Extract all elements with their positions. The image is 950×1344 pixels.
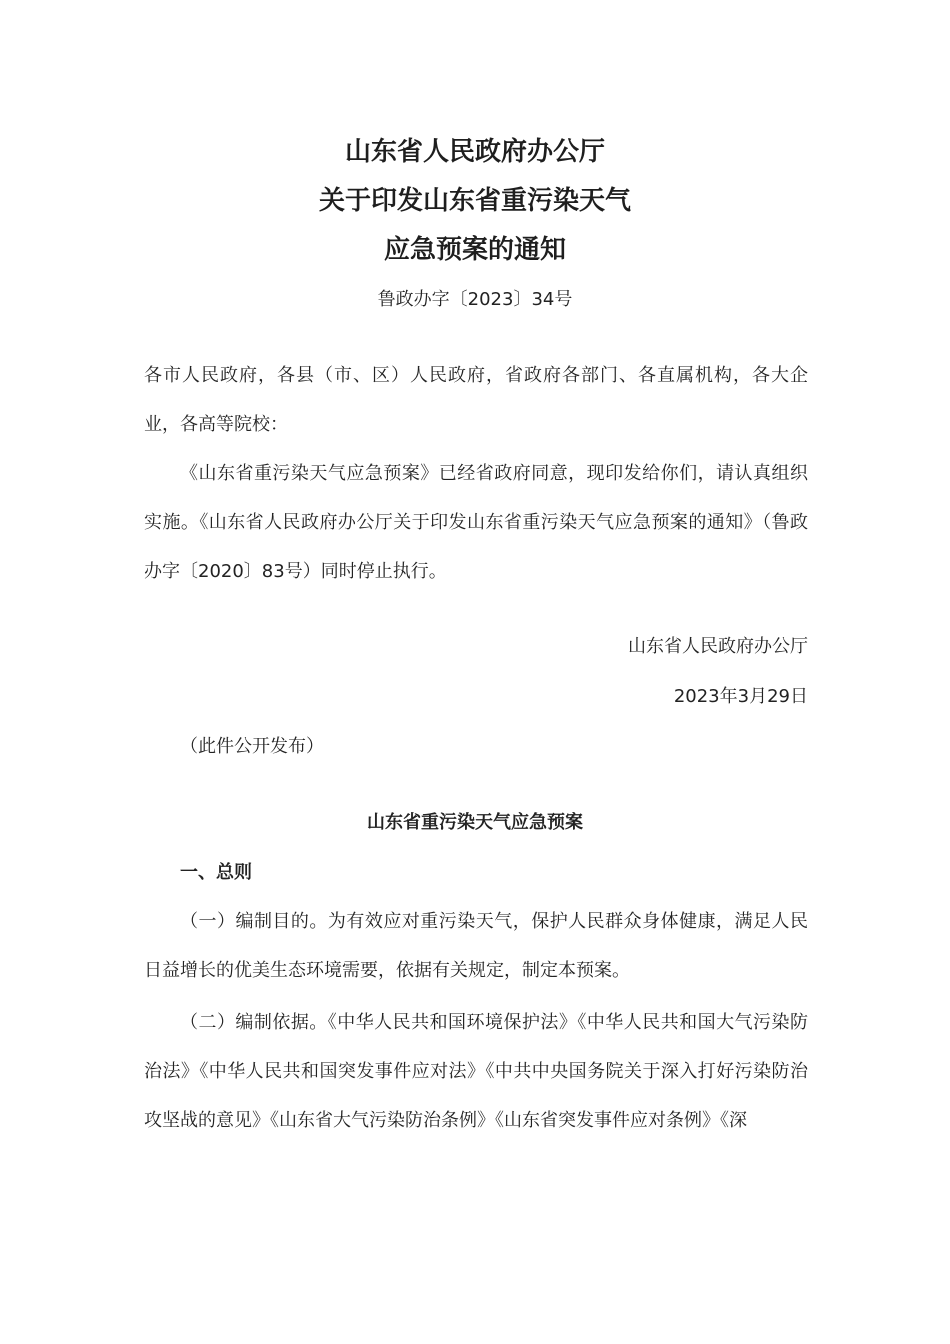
plan-title: 山东省重污染天气应急预案 xyxy=(367,812,583,833)
plan-paragraph-basis: （二）编制依据。《中华人民共和国环境保护法》《中华人民共和国大气污染防治法》《中华人民共和国突发事件应对法》《中共中央国务院关于深入打好污染防治攻坚战的意见》《山东省大气污染防治条例》《山东省突发事件应对条例》《深 xyxy=(144,1012,808,1131)
section-heading-general: 一、总则 xyxy=(180,862,252,883)
publication-note: （此件公开发布） xyxy=(180,736,324,757)
issue-date: 2023年3月29日 xyxy=(673,686,808,707)
document-number: 鲁政办字〔2023〕34号 xyxy=(377,289,573,310)
title-line-2: 关于印发山东省重污染天气 xyxy=(318,186,631,216)
title-line-1: 山东省人民政府办公厅 xyxy=(344,137,605,167)
plan-paragraph-purpose: （一）编制目的。为有效应对重污染天气，保护人民群众身体健康，满足人民日益增长的优美生态环境需要，依据有关规定，制定本预案。 xyxy=(144,911,808,981)
title-line-3: 应急预案的通知 xyxy=(383,235,566,265)
document-title xyxy=(0,128,950,275)
body-paragraph: 《山东省重污染天气应急预案》已经省政府同意，现印发给你们，请认真组织实施。《山东省人民政府办公厅关于印发山东省重污染天气应急预案的通知》（鲁政办字〔2020〕83号）同时停止执行。 xyxy=(144,463,808,582)
recipients-paragraph: 各市人民政府，各县（市、区）人民政府，省政府各部门、各直属机构，各大企业，各高等院校： xyxy=(144,365,808,435)
issuer-signature: 山东省人民政府办公厅 xyxy=(628,636,808,657)
